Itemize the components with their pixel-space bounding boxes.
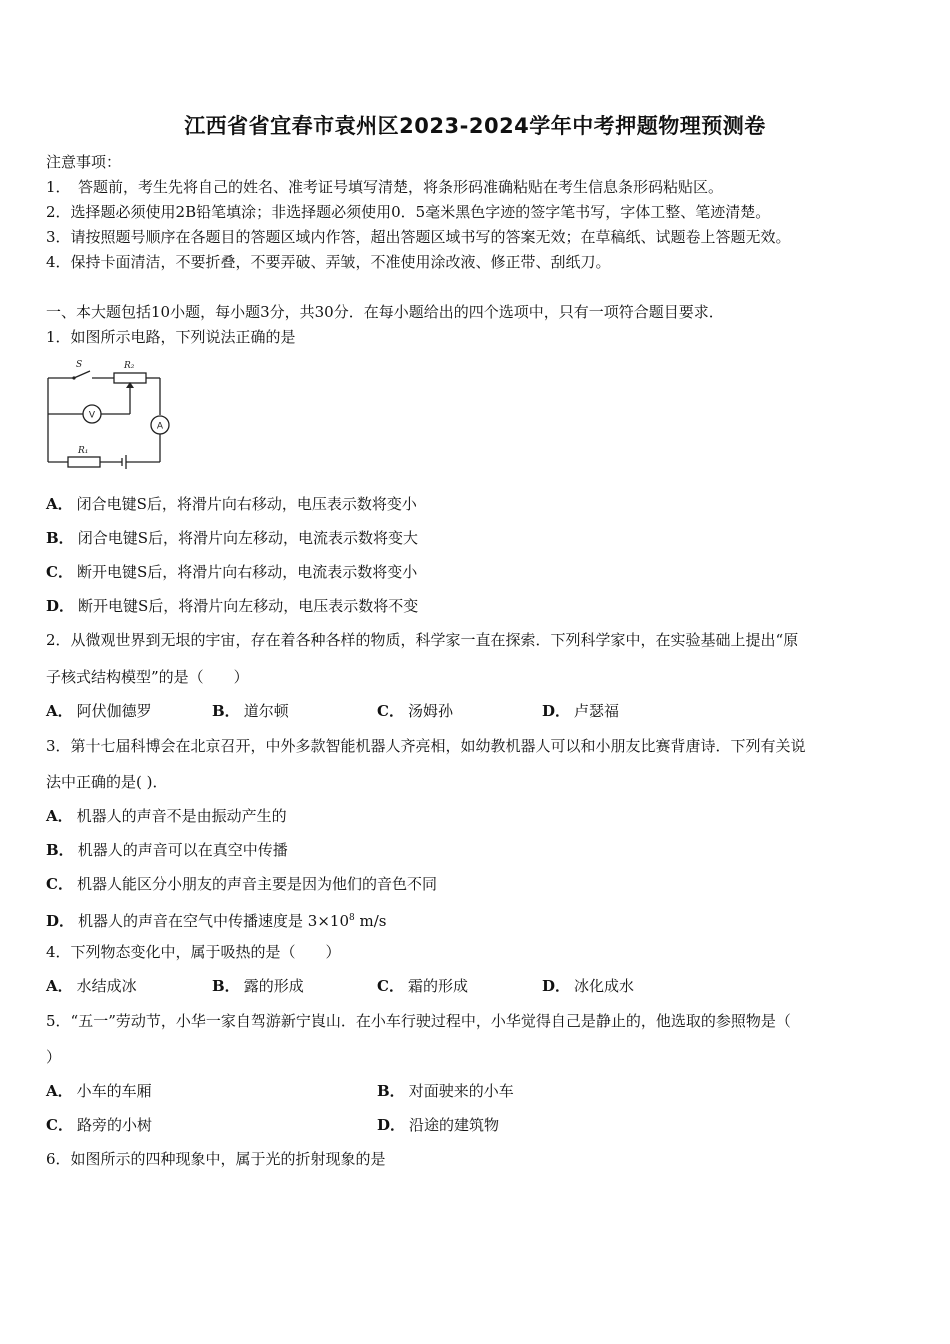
option-3d[interactable]: D． 机器人的声音在空气中传播速度是 $3\times 10^8$ m/s bbox=[46, 912, 387, 930]
option-2b[interactable]: B． 道尔顿 bbox=[212, 702, 289, 720]
option-1a[interactable]: A． 闭合电键S后，将滑片向右移动，电压表示数将变小 bbox=[46, 495, 417, 513]
option-1c[interactable]: C． 断开电键S后，将滑片向右移动，电流表示数将变小 bbox=[46, 563, 418, 581]
option-3a[interactable]: A． 机器人的声音不是由振动产生的 bbox=[46, 807, 287, 825]
question-2-stem: 2．从微观世界到无垠的宇宙，存在着各种各样的物质，科学家一直在探索．下列科学家中，在实验基础上提出“原 bbox=[46, 631, 799, 649]
ammeter-label: A bbox=[156, 421, 164, 432]
option-5c[interactable]: C． 路旁的小树 bbox=[46, 1116, 152, 1134]
page-title: 江西省省宜春市袁州区2023-2024学年中考押题物理预测卷 bbox=[184, 114, 766, 138]
option-5b[interactable]: B． 对面驶来的小车 bbox=[377, 1082, 514, 1100]
option-2d[interactable]: D． 卢瑟福 bbox=[542, 702, 620, 720]
question-5-stem: 5．“五一”劳动节，小华一家自驾游新宁崀山．在小车行驶过程中，小华觉得自己是静止的，他选取的参照物是（ bbox=[46, 1012, 791, 1030]
notice-heading: 注意事项： bbox=[46, 153, 122, 171]
option-4c[interactable]: C． 霜的形成 bbox=[377, 977, 468, 995]
question-3-stem-cont: 法中正确的是( )． bbox=[46, 773, 168, 791]
question-3-stem: 3．第十七届科博会在北京召开，中外多款智能机器人齐亮相，如幼教机器人可以和小朋友比赛背唐诗．下列有关说 bbox=[46, 737, 806, 755]
option-2c[interactable]: C． 汤姆孙 bbox=[377, 702, 453, 720]
circuit-diagram bbox=[40, 352, 180, 472]
voltmeter-label: V bbox=[88, 410, 96, 421]
option-4b[interactable]: B． 露的形成 bbox=[212, 977, 304, 995]
r2-label: R₂ bbox=[124, 361, 135, 371]
notice-item: 1． 答题前，考生先将自己的姓名、准考证号填写清楚，将条形码准确粘贴在考生信息条形码粘贴区。 bbox=[46, 178, 724, 196]
question-5-stem-cont: ） bbox=[46, 1048, 62, 1066]
notice-item: 3．请按照题号顺序在各题目的答题区域内作答，超出答题区域书写的答案无效；在草稿纸、试题卷上答题无效。 bbox=[46, 228, 791, 246]
question-2-stem-cont: 子核式结构模型”的是（ ） bbox=[46, 668, 249, 686]
option-4a[interactable]: A． 水结成冰 bbox=[46, 977, 137, 995]
option-5d[interactable]: D． 沿途的建筑物 bbox=[377, 1116, 500, 1134]
r1-label: R₁ bbox=[78, 446, 89, 456]
question-1-stem: 1．如图所示电路，下列说法正确的是 bbox=[46, 328, 296, 346]
option-2a[interactable]: A． 阿伏伽德罗 bbox=[46, 702, 152, 720]
notice-item: 4．保持卡面清洁，不要折叠，不要弄破、弄皱，不准使用涂改液、修正带、刮纸刀。 bbox=[46, 253, 611, 271]
question-4-stem: 4．下列物态变化中，属于吸热的是（ ） bbox=[46, 943, 341, 961]
section-heading: 一、本大题包括10小题，每小题3分，共30分．在每小题给出的四个选项中，只有一项符合题目要求． bbox=[46, 303, 724, 321]
option-3c[interactable]: C． 机器人能区分小朋友的声音主要是因为他们的音色不同 bbox=[46, 875, 437, 893]
notice-item: 2．选择题必须使用2B铅笔填涂；非选择题必须使用0．5毫米黑色字迹的签字笔书写，字体工整、笔迹清楚。 bbox=[46, 203, 771, 221]
option-5a[interactable]: A． 小车的车厢 bbox=[46, 1082, 152, 1100]
switch-label: S bbox=[76, 360, 83, 370]
option-1d[interactable]: D． 断开电键S后，将滑片向左移动，电压表示数将不变 bbox=[46, 597, 419, 615]
option-3b[interactable]: B． 机器人的声音可以在真空中传播 bbox=[46, 841, 288, 859]
option-4d[interactable]: D． 冰化成水 bbox=[542, 977, 635, 995]
question-6-stem: 6．如图所示的四种现象中，属于光的折射现象的是 bbox=[46, 1150, 386, 1168]
option-1b[interactable]: B． 闭合电键S后，将滑片向左移动，电流表示数将变大 bbox=[46, 529, 418, 547]
